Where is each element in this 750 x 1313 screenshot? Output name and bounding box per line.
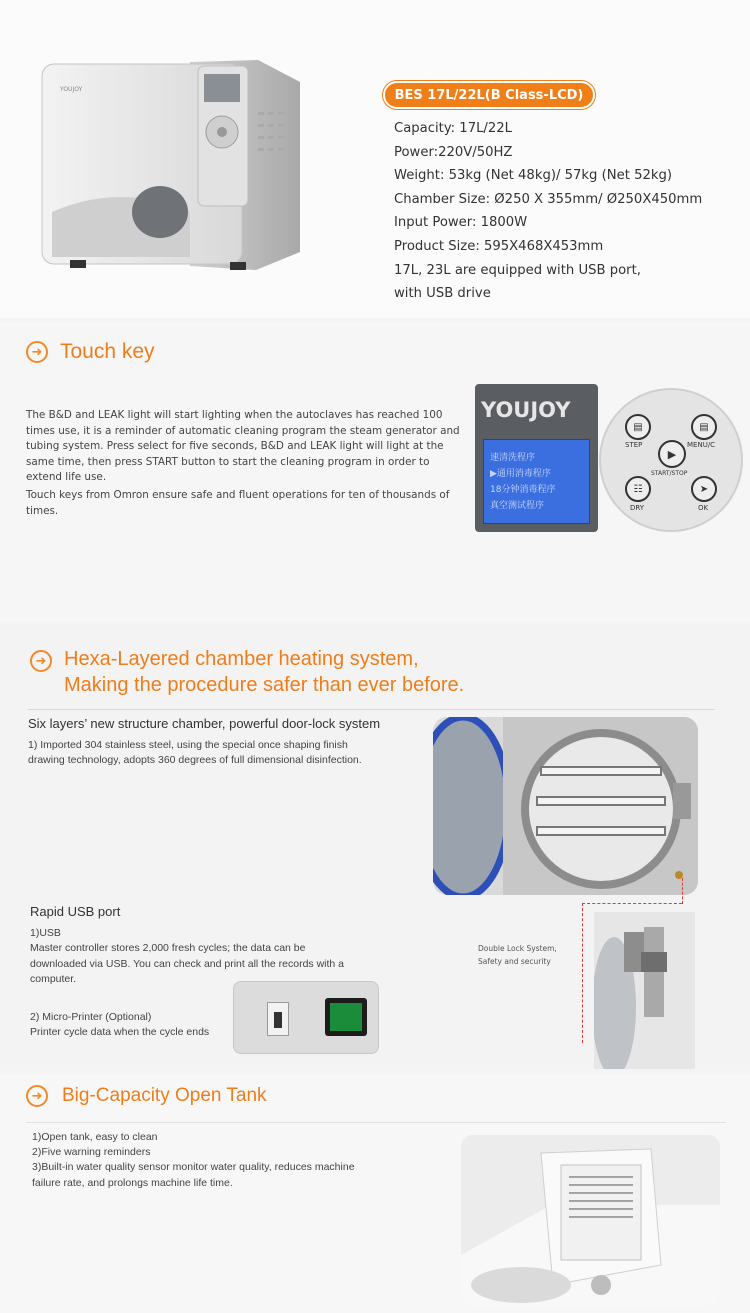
spec-input-power: Input Power: 1800W: [394, 215, 528, 231]
lcd-line-2: ▶通用消毒程序: [490, 469, 551, 479]
product-badge-text: BES 17L/22L(B Class-LCD): [394, 87, 584, 103]
spec-weight: Weight: 53kg (Net 48kg)/ 57kg (Net 52kg): [394, 168, 673, 184]
tank-item-2: 2)Five warning reminders: [32, 1146, 151, 1158]
youjoy-logo: YOUJOY: [481, 398, 571, 422]
autoclave-brand-mark: YOUJOY: [60, 86, 83, 93]
spec-product-size: Product Size: 595X468X453mm: [394, 238, 604, 254]
hexa-title-line1: Hexa-Layered chamber heating system,: [64, 648, 419, 670]
touch-key-title: Touch key: [60, 340, 155, 363]
arrow-circle-icon: ➜: [26, 1085, 48, 1107]
tank-title: Big-Capacity Open Tank: [62, 1085, 267, 1106]
spec-usb-drive: with USB drive: [394, 286, 491, 302]
tank-item-1: 1)Open tank, easy to clean: [32, 1131, 158, 1143]
usb-number: 1)USB: [30, 927, 61, 939]
printer-text: Printer cycle data when the cycle ends: [30, 1026, 210, 1038]
dry-key: ☷: [625, 476, 651, 502]
ok-label: OK: [698, 504, 709, 512]
step-label: STEP: [625, 441, 643, 449]
lcd-line-3: 18分钟消毒程序: [490, 485, 556, 495]
touch-panel-image: [475, 384, 745, 534]
usb-panel-image: [233, 981, 379, 1054]
start-stop-key: ▶: [658, 440, 686, 468]
door-lock-image: [594, 912, 695, 1069]
printer-title: 2) Micro-Printer (Optional): [30, 1011, 152, 1023]
hexa-item1-line2: drawing technology, adopts 360 degrees of full dimensional disinfection.: [28, 754, 362, 766]
tank-divider: [26, 1122, 726, 1123]
spec-chamber-size: Chamber Size: Ø250 X 355mm/ Ø250X450mm: [394, 191, 703, 207]
lcd-line-1: 速清洗程序: [490, 453, 536, 463]
lcd-screen: [483, 439, 590, 524]
usb-title: Rapid USB port: [30, 904, 121, 919]
lcd-line-4: 真空测试程序: [490, 501, 545, 511]
touch-key-para2: Touch keys from Omron ensure safe and fluent operations for ten of thousands of times.: [26, 489, 450, 517]
spec-list: [394, 117, 734, 306]
menu-key: ▤: [691, 414, 717, 440]
spec-capacity: Capacity: 17L/22L: [394, 121, 513, 136]
tank-item-3: 3)Built-in water quality sensor monitor water quality, reduces machine failure rate, and prolongs machine life time.: [32, 1161, 355, 1189]
chamber-image: [433, 717, 698, 895]
hexa-item1-line1: 1) Imported 304 stainless steel, using the special once shaping finish: [28, 739, 348, 751]
dry-label: DRY: [630, 504, 645, 512]
connector-line-vertical: [682, 878, 683, 904]
hexa-subtitle: Six layers’ new structure chamber, powerful door-lock system: [28, 716, 381, 731]
spec-usb-port: 17L, 23L are equipped with USB port,: [394, 262, 641, 278]
double-lock-label-1: Double Lock System,: [478, 944, 557, 953]
start-stop-label: START/STOP: [651, 470, 688, 477]
usb-text: Master controller stores 2,000 fresh cycles; the data can be downloaded via USB. You can check and print all the records with a computer.: [30, 942, 345, 985]
tank-heading: [26, 1085, 267, 1107]
power-switch: [325, 998, 367, 1036]
touch-key-para1: The B&D and LEAK light will start lighting when the autoclaves has reached 100 times use, it is a reminder of automatic cleaning program the steam generator and tubing system. Press select for five seconds, B&D and LEAK light will light at the same time, then press START button to start the cleaning program in order to extend life use.: [26, 409, 460, 483]
power-switch-rocker: [330, 1003, 362, 1031]
touch-key-heading: [26, 340, 155, 364]
hexa-divider: [28, 709, 715, 710]
lcd-housing: [475, 384, 598, 532]
spec-power: Power:220V/50HZ: [394, 144, 513, 160]
tank-image: [461, 1135, 720, 1307]
product-badge: [383, 81, 595, 109]
arrow-circle-icon: ➜: [30, 650, 52, 672]
double-lock-label-2: Safety and security: [478, 957, 551, 966]
usb-port-icon: [274, 1012, 282, 1028]
menu-label: MENU/C: [687, 441, 716, 449]
autoclave-image: [30, 52, 310, 277]
step-key: ▤: [625, 414, 651, 440]
arrow-circle-icon: ➜: [26, 341, 48, 363]
ok-key: ➤: [691, 476, 717, 502]
hexa-title-line2: Making the procedure safer than ever before.: [64, 674, 465, 696]
